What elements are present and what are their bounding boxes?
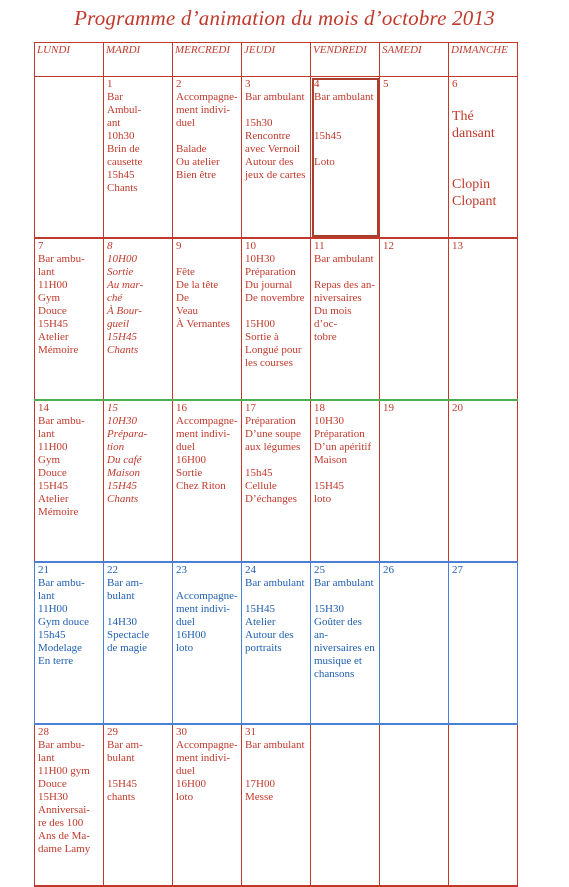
day-number: 10 — [245, 240, 256, 252]
day-number: 9 — [176, 240, 182, 252]
day-number: 20 — [452, 402, 463, 414]
page-title: Programme d’animation du mois d’octobre 2013 — [74, 6, 495, 30]
day-cell — [35, 562, 104, 724]
day-cell — [35, 400, 104, 562]
day-number: 23 — [176, 564, 187, 576]
day-cell — [104, 77, 173, 239]
day-cell — [242, 238, 311, 400]
calendar-table — [34, 42, 518, 887]
day-events: Bar Ambul- ant 10h30 Brin de causette 15h45 Chants — [107, 91, 143, 194]
day-number: 22 — [107, 564, 118, 576]
day-number: 24 — [245, 564, 256, 576]
week-row-1 — [35, 77, 518, 239]
day-number: 28 — [38, 726, 49, 738]
day-events: Bar ambulant Repas des an- niversaires Du mois d’oc- tobre — [314, 253, 376, 343]
day-cell — [380, 724, 449, 886]
day-number: 15 — [107, 402, 118, 414]
day-cell — [311, 238, 380, 400]
day-events: Bar ambu- lant 11H00 Gym Douce 15H45 Atelier Mémoire — [38, 415, 85, 518]
day-events: Bar ambu- lant 11H00 Gym douce 15h45 Modelage En terre — [38, 577, 90, 667]
day-number: 30 — [176, 726, 187, 738]
day-number: 26 — [383, 564, 394, 576]
day-number: 12 — [383, 240, 394, 252]
day-events: Bar ambu- lant 11H00 Gym Douce 15H45 Atelier Mémoire — [38, 253, 85, 356]
weekday-header-row — [35, 43, 518, 77]
day-events: Bar am- bulant 14H30 Spectacle de magie — [107, 577, 150, 654]
day-events: Bar ambu- lant 11H00 gym Douce 15H30 Anniversai- re des 100 Ans de Ma- dame Lamy — [38, 739, 91, 855]
day-cell — [449, 400, 518, 562]
day-cell — [380, 400, 449, 562]
day-events: Bar ambulant 15H30 Goûter des an- niversaires en musique et chansons — [314, 577, 375, 680]
day-cell — [311, 562, 380, 724]
day-number: 8 — [107, 240, 113, 252]
day-number: 13 — [452, 240, 463, 252]
day-number: 17 — [245, 402, 256, 414]
day-cell — [242, 562, 311, 724]
day-cell — [449, 77, 518, 239]
day-number: 21 — [38, 564, 49, 576]
day-number: 31 — [245, 726, 256, 738]
day-number: 4 — [314, 78, 320, 90]
day-cell — [173, 238, 242, 400]
day-cell — [173, 400, 242, 562]
day-number: 6 — [452, 78, 458, 90]
day-number: 1 — [107, 78, 113, 90]
day-events: 10H00 Sortie Au mar- ché À Bour- gueil 15H45 Chants — [107, 253, 144, 356]
day-cell — [35, 724, 104, 886]
day-number: 7 — [38, 240, 44, 252]
day-cell — [380, 562, 449, 724]
day-cell — [104, 562, 173, 724]
day-number: 3 — [245, 78, 251, 90]
week-row-5 — [35, 724, 518, 886]
day-cell — [449, 562, 518, 724]
day-cell — [173, 724, 242, 886]
weekday-header: VENDREDI — [311, 43, 380, 77]
week-row-4 — [35, 562, 518, 724]
day-cell — [35, 238, 104, 400]
day-events: 10H30 Préparation D’un apéritif Maison 15H45 loto — [314, 415, 372, 505]
day-events: Bar ambulant 15h45 Loto — [314, 91, 374, 168]
day-number: 14 — [38, 402, 49, 414]
day-cell — [173, 77, 242, 239]
day-cell — [242, 77, 311, 239]
day-cell — [242, 724, 311, 886]
day-events: Accompagne- ment indivi- duel 16H00 Sortie Chez Riton — [176, 415, 238, 492]
day-cell — [242, 400, 311, 562]
week-row-2 — [35, 238, 518, 400]
day-events: Fête De la tête De Veau À Vernantes — [176, 266, 230, 330]
weekday-header: SAMEDI — [380, 43, 449, 77]
day-events: Bar am- bulant 15H45 chants — [107, 739, 143, 803]
weekday-header: LUNDI — [35, 43, 104, 77]
day-number: 19 — [383, 402, 394, 414]
weekday-header: JEUDI — [242, 43, 311, 77]
day-events: Accompagne- ment indivi- duel Balade Ou atelier Bien être — [176, 91, 238, 181]
day-cell — [35, 77, 104, 239]
day-events: Accompagne- ment indivi- duel 16H00 loto — [176, 739, 238, 803]
day-events: Bar ambulant 15H45 Atelier Autour des portraits — [245, 577, 305, 654]
day-number: 2 — [176, 78, 182, 90]
day-events: Préparation D’une soupe aux légumes 15h45 Cellule D’échanges — [245, 415, 301, 505]
day-number: 11 — [314, 240, 325, 252]
day-cell — [380, 238, 449, 400]
day-cell — [104, 724, 173, 886]
day-number: 5 — [383, 78, 389, 90]
day-number: 25 — [314, 564, 325, 576]
day-cell — [380, 77, 449, 239]
day-cell-highlighted — [311, 77, 380, 239]
weekday-header: MARDI — [104, 43, 173, 77]
day-events: Thé dansant Clopin Clopant — [452, 109, 497, 209]
weekday-header: MERCREDI — [173, 43, 242, 77]
day-events: 10H30 Prépara- tion Du café Maison 15H45 Chants — [107, 415, 148, 505]
day-cell — [311, 724, 380, 886]
day-number: 29 — [107, 726, 118, 738]
day-cell — [311, 400, 380, 562]
day-number: 18 — [314, 402, 325, 414]
day-cell — [449, 238, 518, 400]
day-events: Bar ambulant 15h30 Rencontre avec Vernoil Autour des jeux de cartes — [245, 91, 306, 181]
day-cell — [449, 724, 518, 886]
week-row-3 — [35, 400, 518, 562]
weekday-header: DIMANCHE — [449, 43, 518, 77]
day-number: 27 — [452, 564, 463, 576]
day-events: Bar ambulant 17H00 Messe — [245, 739, 305, 803]
day-number: 16 — [176, 402, 187, 414]
day-events: Accompagne- ment indivi- duel 16H00 loto — [176, 590, 238, 654]
day-cell — [104, 400, 173, 562]
day-cell — [173, 562, 242, 724]
day-cell — [104, 238, 173, 400]
day-events: 10H30 Préparation Du journal De novembre 15H00 Sortie à Longué pour les courses — [245, 253, 305, 369]
